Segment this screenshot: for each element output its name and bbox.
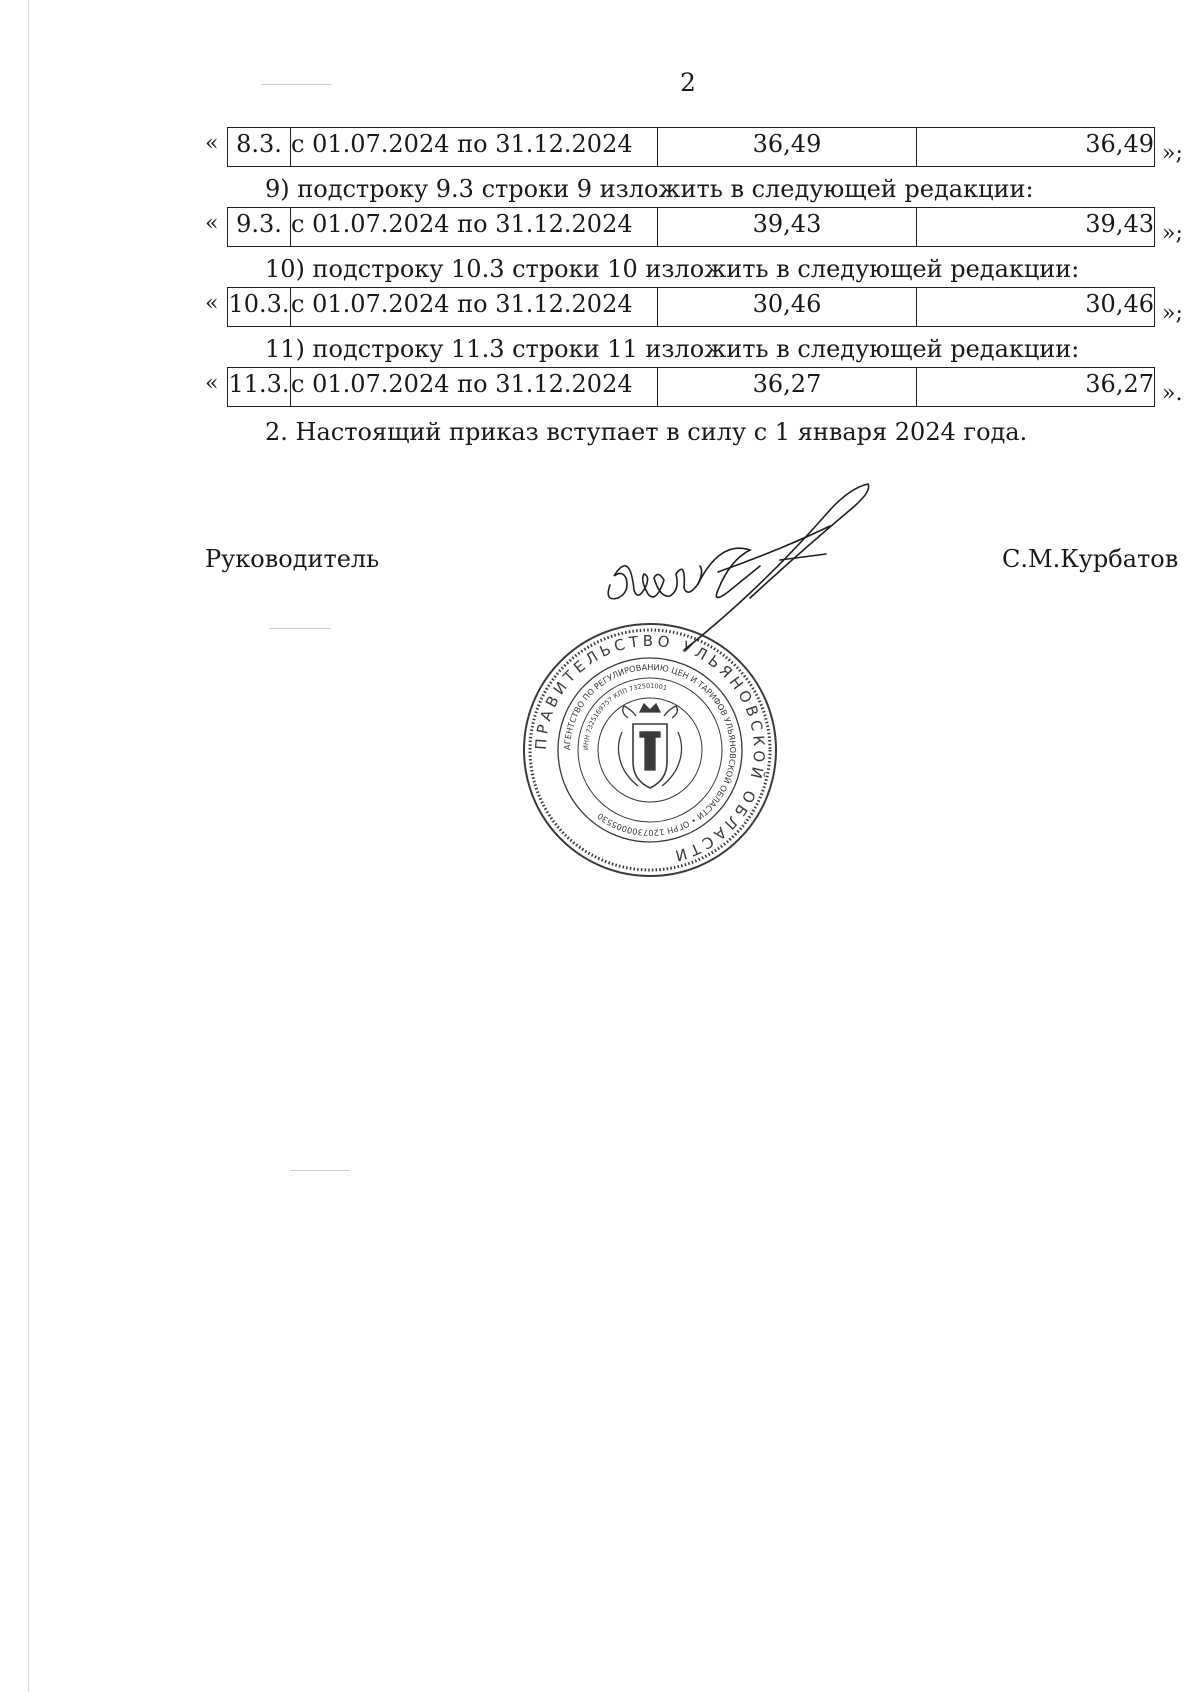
row-value-1: 36,27	[658, 368, 917, 407]
row-number: 8.3.	[228, 128, 291, 167]
table-row	[0, 207, 1200, 247]
row-value-2: 30,46	[917, 288, 1155, 327]
instruction-line: 9) подстроку 9.3 строки 9 изложить в следующей редакции:	[265, 175, 1034, 203]
instruction-line: 11) подстроку 11.3 строки 11 изложить в следующей редакции:	[265, 335, 1080, 363]
row-period: с 01.07.2024 по 31.12.2024	[291, 288, 658, 327]
coat-of-arms-icon	[618, 704, 681, 788]
opening-quote: «	[205, 371, 219, 396]
scan-edge-line	[28, 0, 29, 1692]
substring-table	[227, 127, 1155, 167]
official-stamp	[520, 620, 780, 880]
row-value-1: 36,49	[658, 128, 917, 167]
handwritten-signature	[600, 480, 910, 650]
stamp-outer-text: ПРАВИТЕЛЬСТВО УЛЬЯНОВСКОЙ ОБЛАСТИ	[531, 631, 769, 866]
table-row	[0, 127, 1200, 167]
closing-quote: »;	[1162, 301, 1183, 326]
opening-quote: «	[205, 291, 219, 316]
closing-quote: ».	[1162, 381, 1183, 406]
substring-table	[227, 367, 1155, 407]
table-row	[0, 287, 1200, 327]
row-number: 11.3.	[228, 368, 291, 407]
row-value-1: 39,43	[658, 208, 917, 247]
table-row	[0, 367, 1200, 407]
effective-date-paragraph: 2. Настоящий приказ вступает в силу с 1 января 2024 года.	[265, 418, 1028, 446]
page-number: 2	[680, 68, 696, 97]
row-value-2: 36,27	[917, 368, 1155, 407]
row-period: с 01.07.2024 по 31.12.2024	[291, 128, 658, 167]
scan-speck	[262, 84, 332, 85]
row-period: с 01.07.2024 по 31.12.2024	[291, 368, 658, 407]
row-number: 10.3.	[228, 288, 291, 327]
signatory-name: С.М.Курбатов	[1002, 545, 1179, 573]
scan-speck	[290, 1170, 350, 1171]
opening-quote: «	[205, 211, 219, 236]
row-value-2: 39,43	[917, 208, 1155, 247]
row-number: 9.3.	[228, 208, 291, 247]
stamp-codes: ИНН 7325169757 КПП 732501001	[581, 681, 668, 751]
signatory-role: Руководитель	[205, 545, 380, 573]
scan-speck	[270, 628, 330, 629]
opening-quote: «	[205, 131, 219, 156]
row-value-1: 30,46	[658, 288, 917, 327]
closing-quote: »;	[1162, 141, 1183, 166]
instruction-line: 10) подстроку 10.3 строки 10 изложить в следующей редакции:	[265, 255, 1080, 283]
row-value-2: 36,49	[917, 128, 1155, 167]
row-period: с 01.07.2024 по 31.12.2024	[291, 208, 658, 247]
closing-quote: »;	[1162, 221, 1183, 246]
substring-table	[227, 287, 1155, 327]
substring-table	[227, 207, 1155, 247]
stamp-inner-text: АГЕНТСТВО ПО РЕГУЛИРОВАНИЮ ЦЕН И ТАРИФОВ УЛЬЯНОВСКОЙ ОБЛАСТИ • ОГРН 1207300005530	[561, 661, 739, 839]
